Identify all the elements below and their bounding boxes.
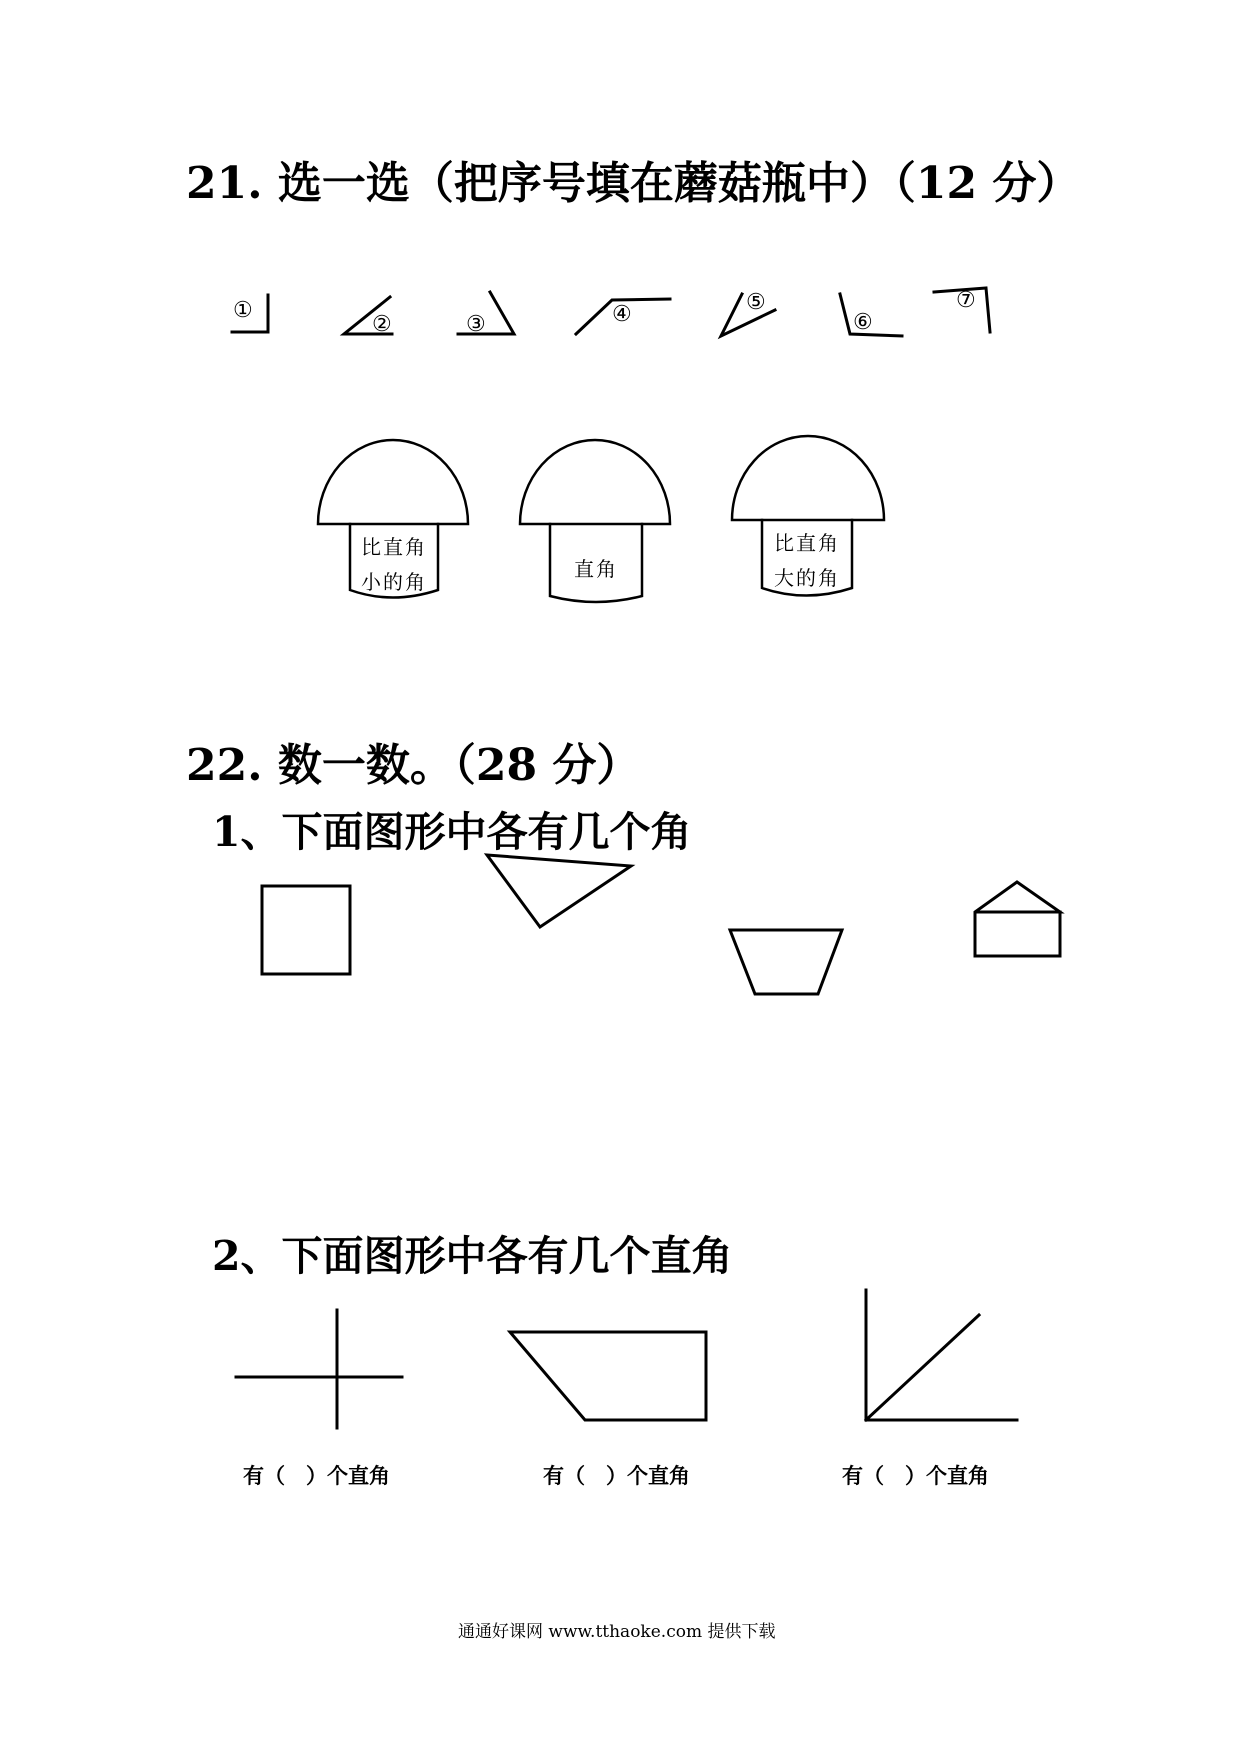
- angle-label-2: ②: [372, 312, 392, 337]
- answer-prompt-3: 有（ ）个直角: [842, 1464, 989, 1488]
- footer-text: 通通好课网 www.tthaoke.com 提供下载: [458, 1622, 776, 1642]
- mushroom-2-line1: 直角: [574, 557, 618, 581]
- angle-label-4: ④: [612, 302, 632, 327]
- answer-prompt-2: 有（ ）个直角: [543, 1464, 690, 1488]
- question-21-title: 21. 选一选（把序号填在蘑菇瓶中）（12 分）: [186, 158, 1081, 209]
- mushroom-2-label: [550, 552, 642, 587]
- mushroom-3-label: [762, 526, 852, 596]
- mushroom-3-line2: 大的角: [774, 566, 840, 590]
- mushroom-1-label: [350, 530, 438, 600]
- answer-prompt-1: 有（ ）个直角: [243, 1464, 390, 1488]
- part-1-title: 1、下面图形中各有几个角: [212, 808, 692, 856]
- mushroom-1-line1: 比直角: [361, 535, 427, 559]
- angle-label-1: ①: [233, 298, 253, 323]
- angle-label-5: ⑤: [746, 290, 766, 315]
- question-22-title: 22. 数一数。（28 分）: [186, 740, 641, 791]
- part-1-shapes: [0, 820, 1240, 1020]
- part-2-shapes: [0, 1280, 1240, 1460]
- part-2-title: 2、下面图形中各有几个直角: [212, 1232, 733, 1280]
- mushroom-3-line1: 比直角: [774, 531, 840, 555]
- angle-label-7: ⑦: [956, 288, 976, 313]
- angle-label-3: ③: [466, 312, 486, 337]
- angle-label-6: ⑥: [853, 310, 873, 335]
- mushroom-drawings: [0, 420, 1240, 660]
- mushroom-1-line2: 小的角: [361, 570, 427, 594]
